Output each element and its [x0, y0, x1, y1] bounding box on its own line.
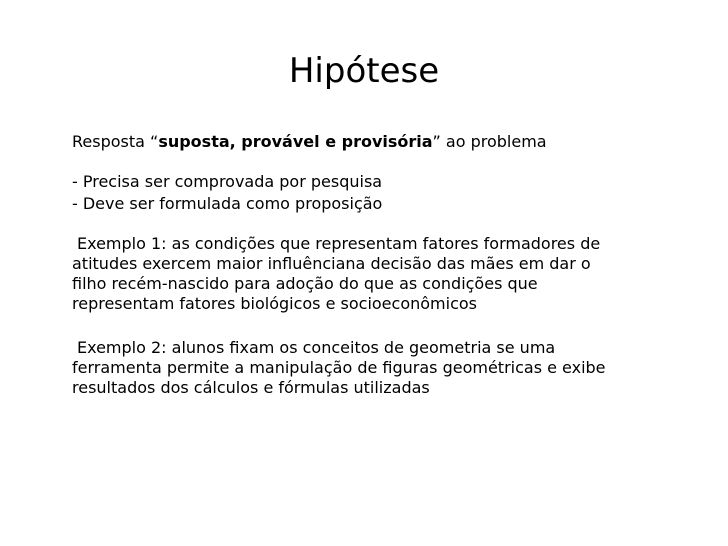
- slide-body: [72, 131, 682, 398]
- example-1-line: representam fatores biológicos e socioeconômicos: [72, 294, 477, 313]
- example-1: [72, 234, 682, 314]
- example-1-line: filho recém-nascido para adoção do que as condições que: [72, 274, 538, 293]
- example-2: [72, 338, 682, 398]
- example-2-line: ferramenta permite a manipulação de figuras geométricas e exibe: [72, 358, 606, 377]
- example-2-line: resultados dos cálculos e fórmulas utilizadas: [72, 378, 430, 397]
- bullet-item: - Precisa ser comprovada por pesquisa: [72, 172, 383, 191]
- example-1-line: Exemplo 1: as condições que representam fatores formadores de: [77, 234, 601, 253]
- slide-title: Hipótese: [288, 51, 440, 91]
- example-2-line: Exemplo 2: alunos fixam os conceitos de geometria se uma: [77, 338, 556, 357]
- definition-prefix: Resposta “: [72, 132, 159, 151]
- bullet-item: - Deve ser formulada como proposição: [72, 194, 383, 213]
- example-1-line: atitudes exercem maior influênciana decisão das mães em dar o: [72, 254, 591, 273]
- definition-emphasis: suposta, provável e provisória: [158, 132, 433, 151]
- definition-line: [72, 131, 682, 153]
- definition-suffix: ” ao problema: [432, 132, 547, 151]
